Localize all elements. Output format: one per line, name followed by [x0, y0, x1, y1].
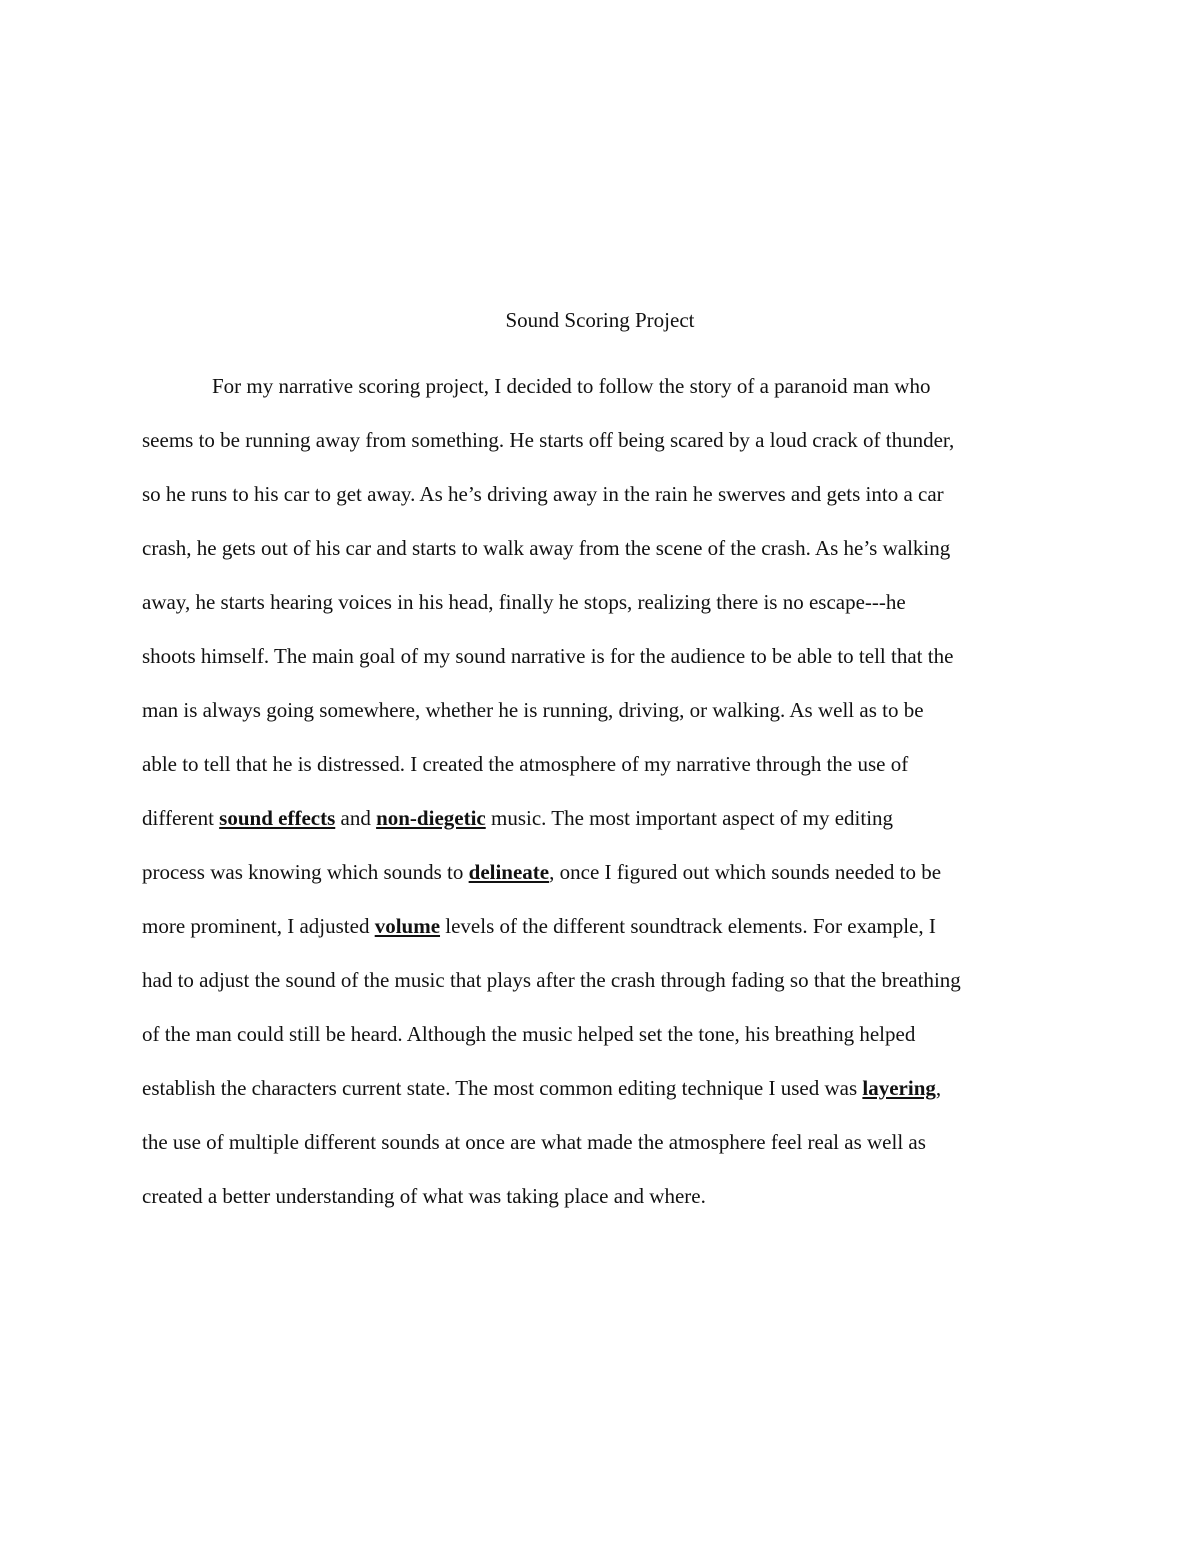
body-text-segment: process was knowing which sounds to — [142, 860, 469, 884]
body-text-segment: levels of the different soundtrack elements. For example, I — [440, 914, 936, 938]
body-line-7: man is always going somewhere, whether he is running, driving, or walking. As well as to be — [142, 698, 924, 722]
body-line-8: able to tell that he is distressed. I created the atmosphere of my narrative through the use of — [142, 752, 909, 776]
body-line-2: seems to be running away from something. He starts off being scared by a loud crack of thunder, — [142, 428, 955, 452]
body-text-segment: and — [335, 806, 377, 830]
body-line-4: crash, he gets out of his car and starts to walk away from the scene of the crash. As he’s walking — [142, 536, 951, 560]
body-text-segment: different — [142, 806, 220, 830]
body-text-segment: , once I figured out which sounds needed to be — [549, 860, 942, 884]
body-line-13: of the man could still be heard. Although the music helped set the tone, his breathing helped — [142, 1022, 916, 1046]
body-text-segment: music. The most important aspect of my editing — [485, 806, 894, 830]
body-line-3: so he runs to his car to get away. As he’s driving away in the rain he swerves and gets into a car — [142, 482, 944, 506]
body-line-12: had to adjust the sound of the music that plays after the crash through fading so that the breathing — [142, 968, 961, 992]
body-line-1: For my narrative scoring project, I decided to follow the story of a paranoid man who — [212, 374, 931, 398]
term-volume: volume — [374, 914, 441, 938]
body-line-5: away, he starts hearing voices in his head, finally he stops, realizing there is no escape---he — [142, 590, 906, 614]
body-line-16: created a better understanding of what was taking place and where. — [142, 1184, 706, 1208]
document-title: Sound Scoring Project — [505, 308, 695, 332]
document-body — [142, 359, 1062, 1223]
term-sound-effects: sound effects — [219, 806, 336, 830]
body-line-9 — [142, 791, 1062, 845]
body-text-segment: more prominent, I adjusted — [142, 914, 375, 938]
body-text-segment: establish the characters current state. The most common editing technique I used was — [142, 1076, 863, 1100]
body-line-14 — [142, 1061, 1062, 1115]
body-line-15: the use of multiple different sounds at once are what made the atmosphere feel real as well as — [142, 1130, 926, 1154]
body-line-11 — [142, 899, 1062, 953]
body-line-6: shoots himself. The main goal of my sound narrative is for the audience to be able to tell that the — [142, 644, 954, 668]
term-layering: layering — [862, 1076, 936, 1100]
term-delineate: delineate — [468, 860, 550, 884]
body-line-10 — [142, 845, 1062, 899]
term-non-diegetic: non-diegetic — [376, 806, 486, 830]
body-text-segment: , — [935, 1076, 942, 1100]
